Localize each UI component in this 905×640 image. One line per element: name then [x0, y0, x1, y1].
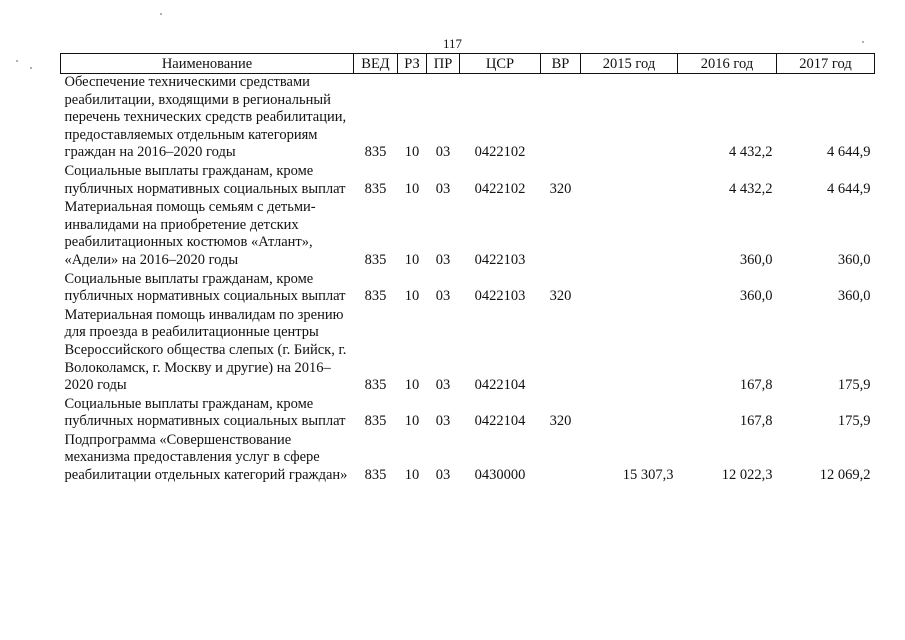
row-csr: 0422104	[474, 377, 526, 394]
row-2016: 4 432,2	[729, 180, 773, 197]
table-row	[61, 74, 875, 163]
row-rz: 10	[404, 377, 420, 394]
table-row	[61, 163, 875, 199]
scan-speck	[160, 13, 162, 15]
row-rz: 10	[404, 467, 420, 484]
row-pr: 03	[435, 377, 451, 394]
table-header-row	[61, 54, 875, 74]
row-rz: 10	[404, 251, 420, 268]
row-2016: 167,8	[739, 377, 773, 394]
row-vr	[541, 199, 581, 270]
header-vr: ВР	[541, 54, 581, 74]
budget-table	[60, 53, 875, 486]
row-ved: 835	[364, 467, 387, 484]
row-csr: 0422102	[474, 180, 526, 197]
row-2017: 175,9	[837, 413, 871, 430]
header-rz: РЗ	[398, 54, 427, 74]
row-name: Социальные выплаты гражданам, кроме публичных нормативных социальных выплат	[64, 162, 346, 197]
row-ved: 835	[364, 377, 387, 394]
row-csr: 0422104	[474, 413, 526, 430]
row-ved: 835	[364, 288, 387, 305]
row-pr: 03	[435, 288, 451, 305]
row-2015	[581, 396, 678, 432]
row-2015	[581, 271, 678, 307]
row-vr	[541, 307, 581, 396]
header-csr: ЦСР	[460, 54, 541, 74]
table-row	[61, 307, 875, 396]
row-2015	[581, 199, 678, 270]
row-name: Социальные выплаты гражданам, кроме публичных нормативных социальных выплат	[64, 270, 346, 305]
row-pr: 03	[435, 251, 451, 268]
table-row	[61, 396, 875, 432]
table-row	[61, 199, 875, 270]
row-name: Материальная помощь инвалидам по зрению для проезда в реабилитационные центры Всероссийского общества слепых (г. Бийск, г. Волоколамск, г. Москву и другие) на 2016–2020 годы	[64, 306, 347, 394]
row-csr: 0430000	[474, 467, 526, 484]
row-vr: 320	[549, 180, 572, 197]
row-2017: 4 644,9	[827, 180, 871, 197]
row-pr: 03	[435, 144, 451, 161]
header-pr: ПР	[427, 54, 460, 74]
row-pr: 03	[435, 180, 451, 197]
table-row	[61, 271, 875, 307]
row-ved: 835	[364, 144, 387, 161]
row-2017: 360,0	[837, 288, 871, 305]
row-csr: 0422103	[474, 288, 526, 305]
scan-speck	[16, 60, 18, 62]
header-2015: 2015 год	[581, 54, 678, 74]
header-name: Наименование	[61, 54, 354, 74]
row-rz: 10	[404, 180, 420, 197]
row-vr: 320	[549, 288, 572, 305]
row-pr: 03	[435, 413, 451, 430]
header-2016: 2016 год	[678, 54, 777, 74]
row-name: Подпрограмма «Совершенствование механизма предоставления услуг в сфере реабилитации отдельных категорий граждан»	[64, 431, 348, 484]
row-csr: 0422102	[474, 144, 526, 161]
row-rz: 10	[404, 144, 420, 161]
row-csr: 0422103	[474, 251, 526, 268]
row-2015: 15 307,3	[622, 467, 674, 484]
row-2015	[581, 307, 678, 396]
row-name: Обеспечение техническими средствами реабилитации, входящими в региональный перечень технических средств реабилитации, предоставляемых отдельным категориям граждан на 2016–2020 годы	[64, 74, 347, 161]
row-2015	[581, 163, 678, 199]
row-2016: 4 432,2	[729, 144, 773, 161]
row-rz: 10	[404, 288, 420, 305]
row-vr	[541, 432, 581, 486]
row-2016: 360,0	[739, 288, 773, 305]
header-ved: ВЕД	[354, 54, 398, 74]
row-2017: 175,9	[837, 377, 871, 394]
row-rz: 10	[404, 413, 420, 430]
row-2015	[581, 74, 678, 163]
row-2016: 360,0	[739, 251, 773, 268]
row-ved: 835	[364, 180, 387, 197]
page-number: 117	[442, 36, 463, 51]
row-vr	[541, 74, 581, 163]
row-2016: 12 022,3	[721, 467, 773, 484]
row-2017: 12 069,2	[819, 467, 871, 484]
row-2016: 167,8	[739, 413, 773, 430]
scan-speck	[30, 67, 32, 69]
header-2017: 2017 год	[777, 54, 875, 74]
row-name: Материальная помощь семьям с детьми-инвалидами на приобретение детских реабилитационных костюмов «Атлант», «Адели» на 2016–2020 годы	[64, 199, 316, 268]
row-name: Социальные выплаты гражданам, кроме публичных нормативных социальных выплат	[64, 395, 346, 430]
row-pr: 03	[435, 467, 451, 484]
row-ved: 835	[364, 251, 387, 268]
row-2017: 4 644,9	[827, 144, 871, 161]
table-row	[61, 432, 875, 486]
row-ved: 835	[364, 413, 387, 430]
row-vr: 320	[549, 413, 572, 430]
row-2017: 360,0	[837, 251, 871, 268]
